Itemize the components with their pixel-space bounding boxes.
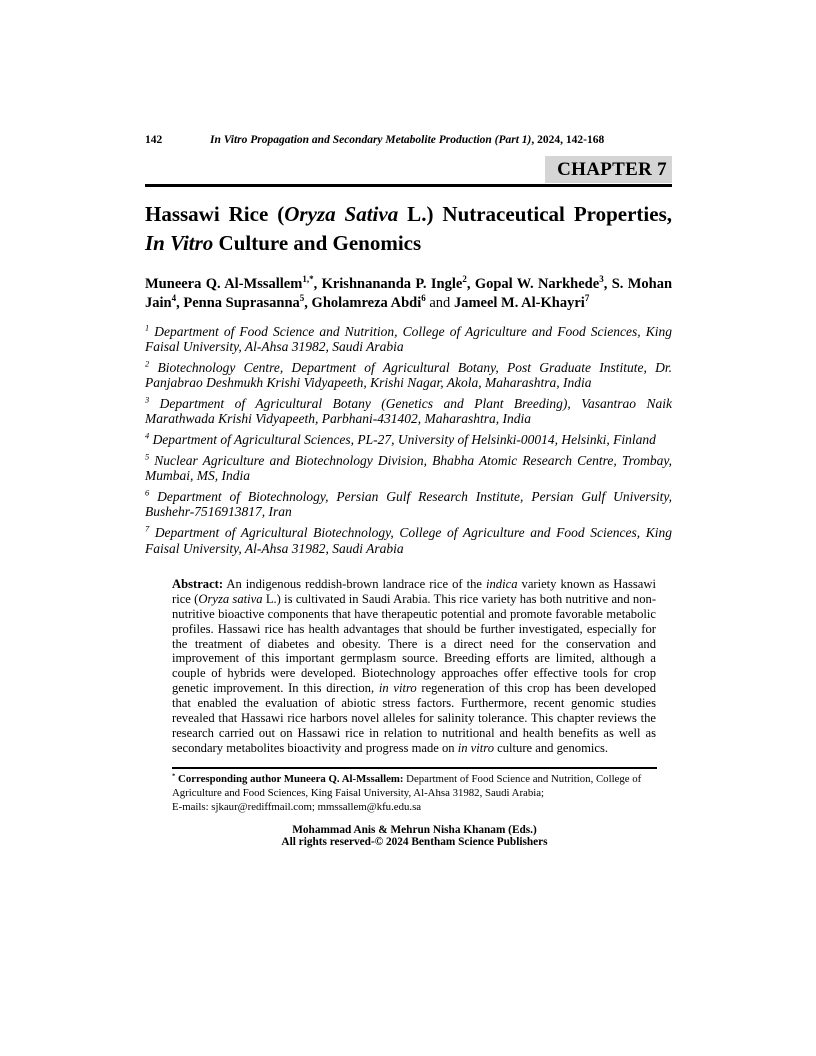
affiliation-item: $^6$ Department of Biotechnology, Persian Gulf Research Institute, Persian Gulf University, Bushehr-7516913817, Iran bbox=[145, 488, 672, 520]
authors-line: Muneera Q. Al-Mssallem$^{1,*}$, Krishnananda P. Ingle$^2$, Gopal W. Narkhede$^3$, S. Mohan Jain$^4$, Penna Suprasanna$^5$, Gholamreza Abdi$^6$ and Jameel M. Al-Khayri$^7$ bbox=[145, 273, 673, 311]
affiliations-list bbox=[145, 324, 672, 557]
rights-line: All rights reserved-© 2024 Bentham Science Publishers bbox=[281, 836, 548, 849]
publisher-block bbox=[172, 824, 657, 849]
book-title: In Vitro Propagation and Secondary Metabolite Production (Part 1) bbox=[210, 134, 532, 146]
footnote-rule bbox=[172, 767, 657, 769]
page-content bbox=[145, 134, 672, 849]
chapter-badge: CHAPTER 7 bbox=[545, 156, 672, 183]
abstract: Abstract: An indigenous reddish-brown landrace rice of the indica variety known as Hassawi rice (Oryza sativa L.) is cultivated in Saudi Arabia. This rice variety has both nutritive and non-nutritive bioactive components that have therapeutic potential and promote favorable metabolic profiles. Hassawi rice has health advantages that should be further investigated, especially for the treatment of diabetes and obesity. There is a direct need for the conservation and improvement of this important germplasm source. Breeding efforts are limited, although a couple of hybrids were developed. Biotechnology approaches offer effective tools for crop genetic improvement. In this direction, in vitro regeneration of this crop has been developed that enabled the evaluation of abiotic stress factors. Furthermore, recent genomic studies revealed that Hassawi rice harbors novel alleles for salinity tolerance. This chapter reviews the research carried out on Hassawi rice in relation to nutritional and health benefits as well as secondary metabolites bioactivity and progress made on in vitro culture and genomics. bbox=[172, 577, 657, 755]
corresponding-author-footnote: * Corresponding author Muneera Q. Al-Mssallem: Department of Food Science and Nutrition, College of Agriculture and Food Sciences, King Faisal University, Al-Ahsa 31982, Saudi Arabia; E-mails: sjkaur@rediffmail.com; mmssallem@kfu.edu.sa bbox=[172, 772, 642, 814]
chapter-title: Hassawi Rice (Oryza Sativa L.) Nutraceutical Properties, In Vitro Culture and Genomics bbox=[145, 201, 672, 255]
affiliation-item: $^1$ Department of Food Science and Nutrition, College of Agriculture and Food Sciences, King Faisal University, Al-Ahsa 31982, Saudi Arabia bbox=[145, 323, 672, 355]
page-number: 142 bbox=[145, 134, 163, 146]
affiliation-item: $^2$ Biotechnology Centre, Department of Agricultural Botany, Post Graduate Institute, Dr. Panjabrao Deshmukh Krishi Vidyapeeth, Krishi Nagar, Akola, Maharashtra, India bbox=[145, 359, 672, 391]
affiliation-item: $^4$ Department of Agricultural Sciences, PL-27, University of Helsinki-00014, Helsinki, Finland bbox=[145, 431, 656, 448]
affiliation-item: $^3$ Department of Agricultural Botany (Genetics and Plant Breeding), Vasantrao Naik Marathwada Krishi Vidyapeeth, Parbhani-431402, Maharashtra, India bbox=[145, 395, 672, 427]
book-ref-suffix: , 2024, 142-168 bbox=[531, 134, 605, 146]
book-reference bbox=[210, 134, 604, 147]
running-head bbox=[145, 134, 672, 147]
affiliation-item: $^5$ Nuclear Agriculture and Biotechnology Division, Bhabha Atomic Research Centre, Trombay, Mumbai, MS, India bbox=[145, 452, 672, 484]
chapter-row bbox=[145, 156, 672, 183]
header-rule bbox=[145, 184, 672, 187]
editors-line: Mohammad Anis & Mehrun Nisha Khanam (Eds.) bbox=[292, 823, 537, 836]
affiliation-item: $^7$ Department of Agricultural Biotechnology, College of Agriculture and Food Sciences, King Faisal University, Al-Ahsa 31982, Saudi Arabia bbox=[145, 524, 672, 556]
